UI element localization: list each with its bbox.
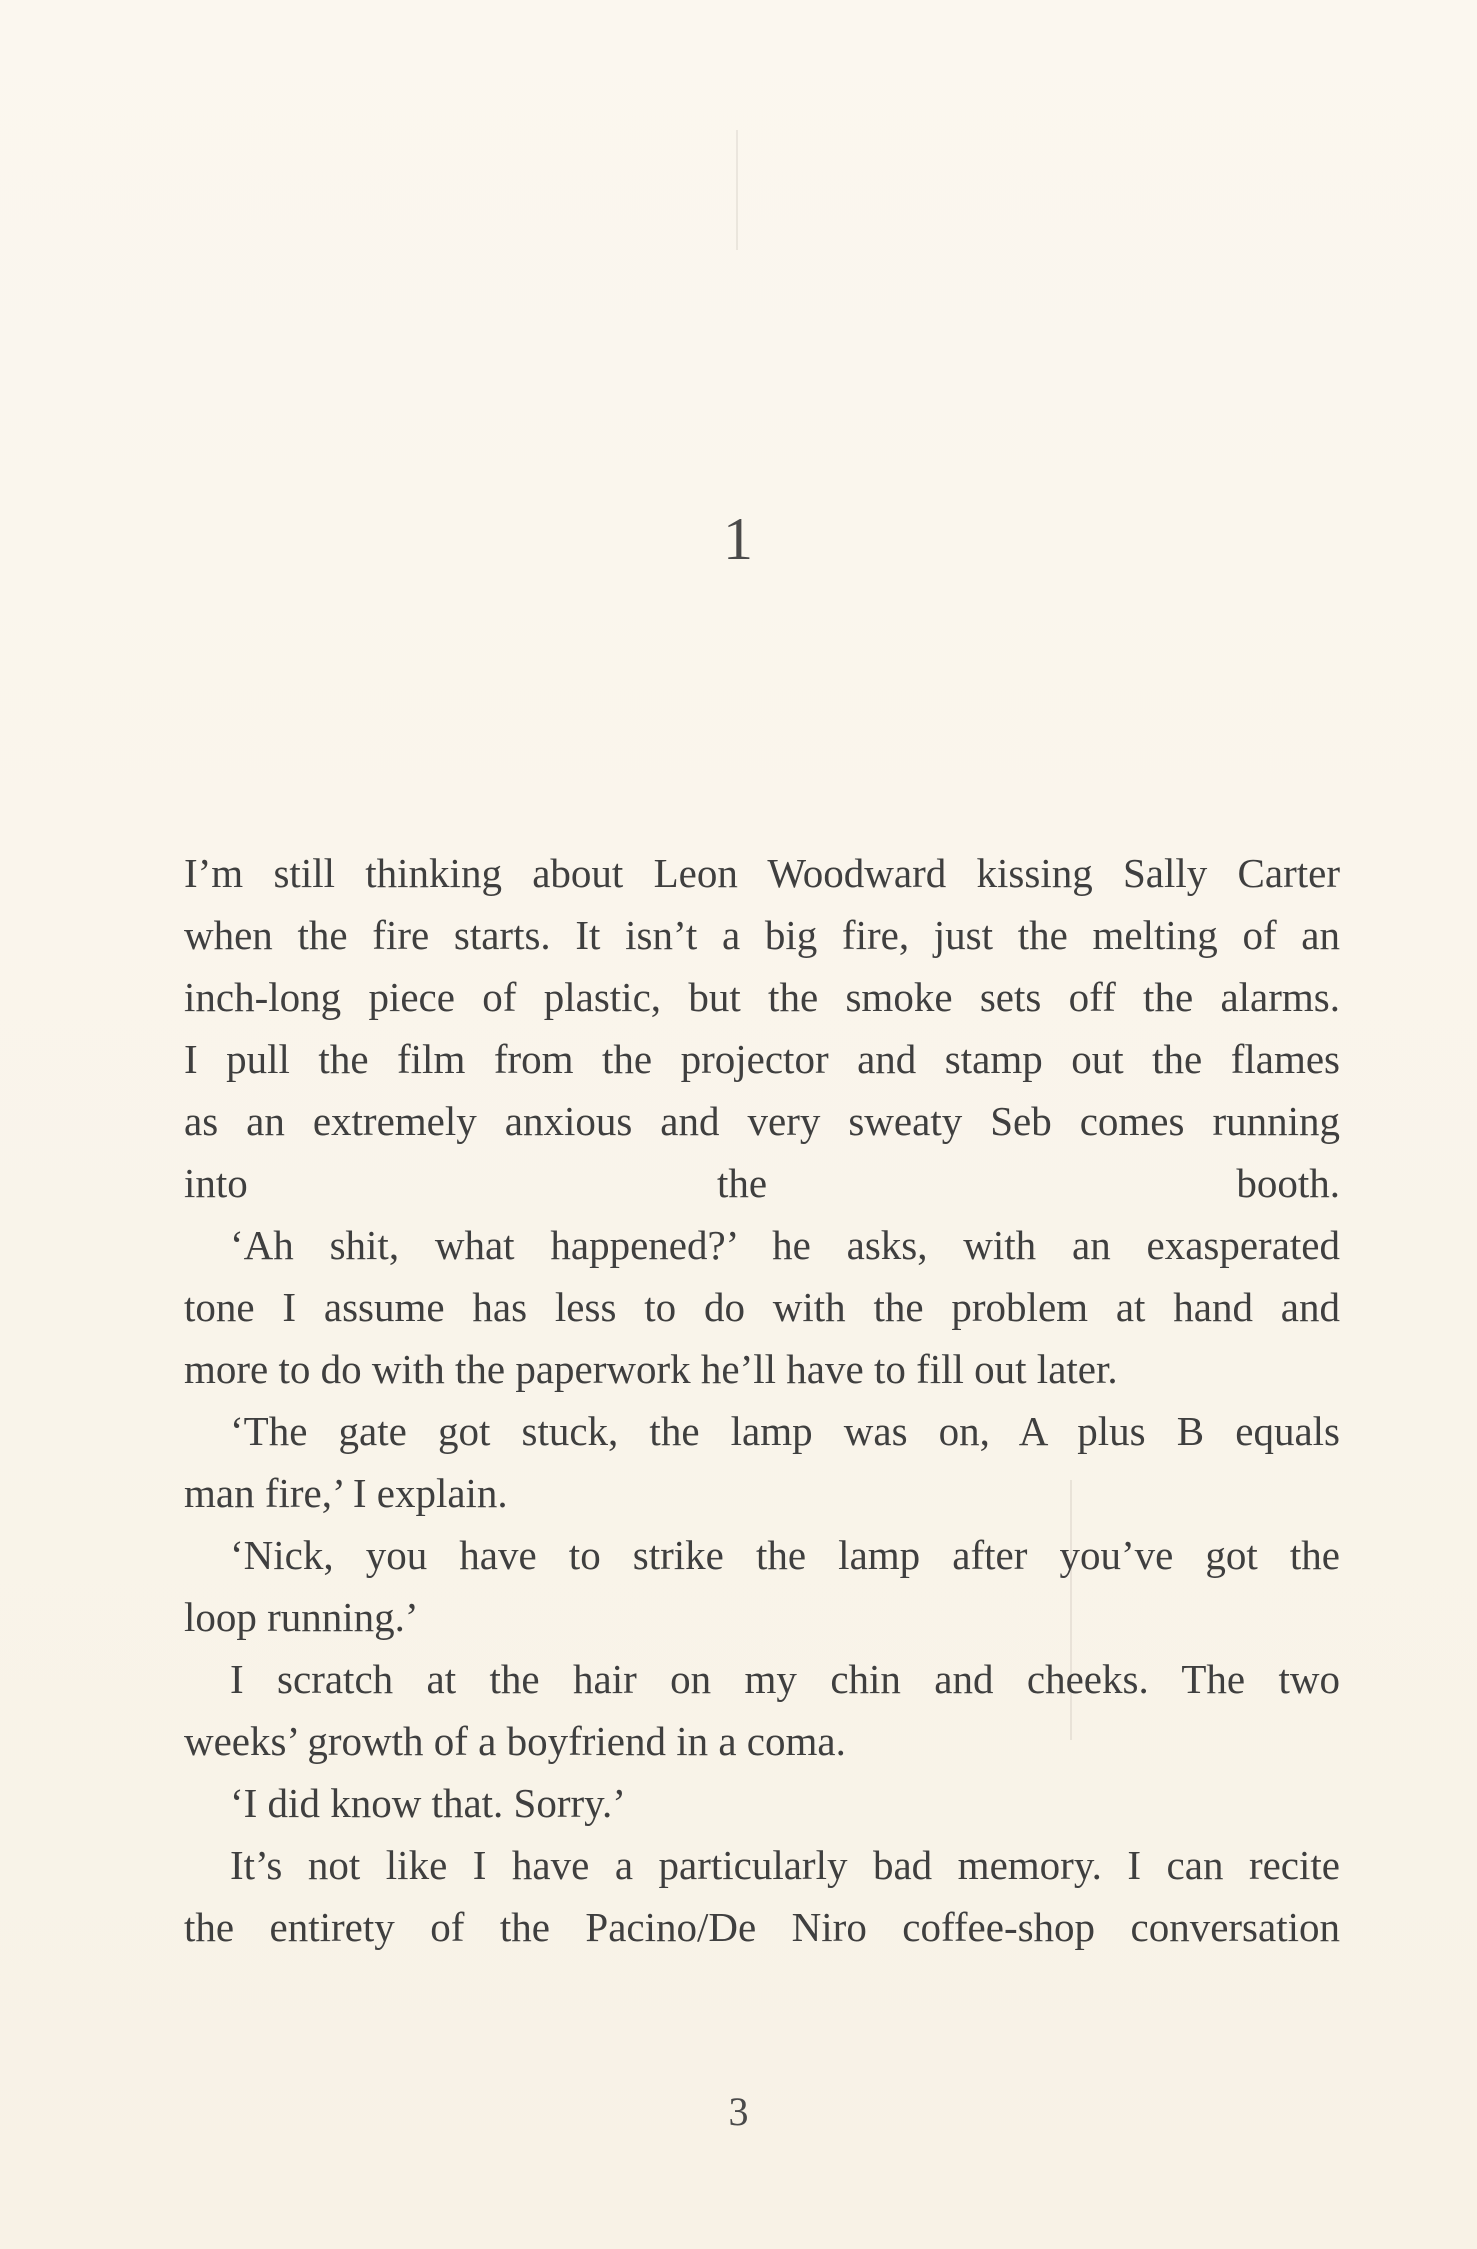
text-line: more to do with the paperwork he’ll have to fill out later. bbox=[184, 1346, 1118, 1392]
chapter-number: 1 bbox=[723, 506, 754, 572]
paragraph bbox=[184, 1772, 1340, 1834]
text-line: when the fire starts. It isn’t a big fire, just the melting of an bbox=[184, 912, 1340, 958]
text-line: I pull the film from the projector and stamp out the flames bbox=[184, 1036, 1340, 1082]
show-through-mark bbox=[736, 130, 738, 250]
text-line: tone I assume has less to do with the problem at hand and bbox=[184, 1284, 1340, 1330]
text-line: ‘The gate got stuck, the lamp was on, A plus B equals bbox=[230, 1408, 1340, 1454]
text-line: I’m still thinking about Leon Woodward kissing Sally Carter bbox=[184, 850, 1340, 896]
text-line: loop running.’ bbox=[184, 1594, 419, 1640]
paragraph bbox=[184, 842, 1340, 1214]
page-number: 3 bbox=[728, 2089, 749, 2134]
text-line: man fire,’ I explain. bbox=[184, 1470, 508, 1516]
text-line: as an extremely anxious and very sweaty Seb comes running bbox=[184, 1098, 1340, 1144]
text-line: ‘I did know that. Sorry.’ bbox=[230, 1780, 626, 1826]
text-line: I scratch at the hair on my chin and cheeks. The two bbox=[230, 1656, 1340, 1702]
text-line: the entirety of the Pacino/De Niro coffee-shop conversation bbox=[184, 1904, 1340, 1950]
text-line: weeks’ growth of a boyfriend in a coma. bbox=[184, 1718, 846, 1764]
text-line: ‘Ah shit, what happened?’ he asks, with an exasperated bbox=[230, 1222, 1340, 1268]
text-line: ‘Nick, you have to strike the lamp after you’ve got the bbox=[230, 1532, 1340, 1578]
paragraph bbox=[184, 1524, 1340, 1648]
paragraph bbox=[184, 1400, 1340, 1524]
text-line: It’s not like I have a particularly bad memory. I can recite bbox=[230, 1842, 1340, 1888]
body-text bbox=[184, 842, 1340, 1958]
paragraph bbox=[184, 1834, 1340, 1958]
text-line: inch-long piece of plastic, but the smoke sets off the alarms. bbox=[184, 974, 1340, 1020]
paragraph bbox=[184, 1648, 1340, 1772]
text-line: into the booth. bbox=[184, 1160, 1340, 1206]
paragraph bbox=[184, 1214, 1340, 1400]
